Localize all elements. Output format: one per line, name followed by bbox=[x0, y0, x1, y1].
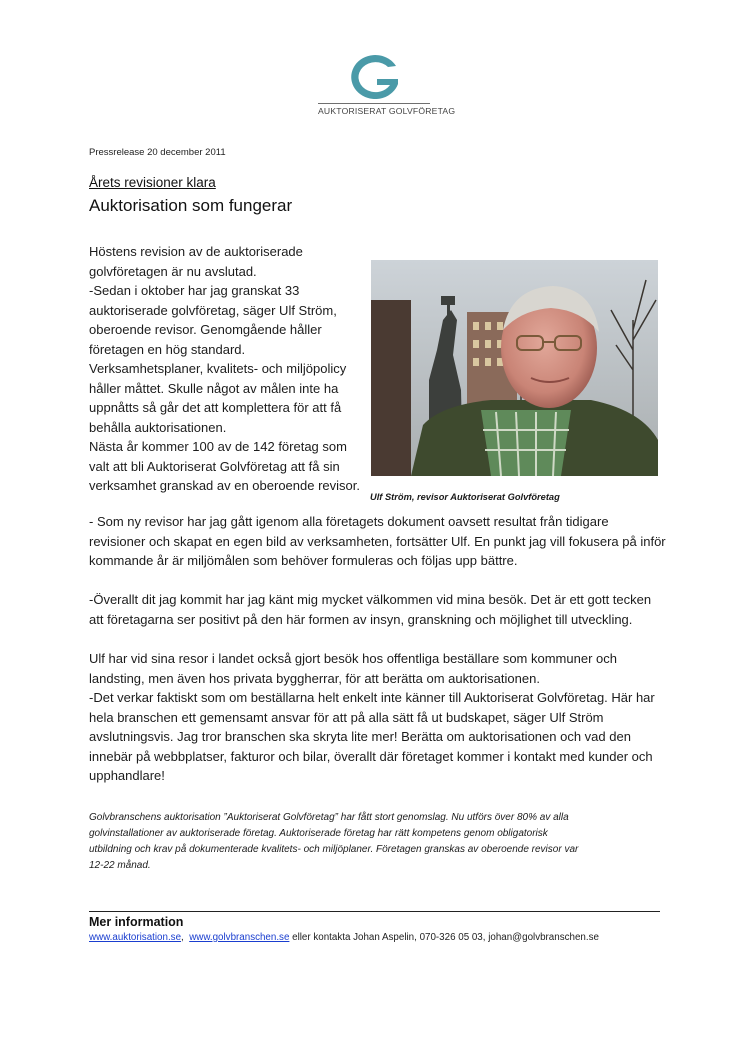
release-date: Pressrelease 20 december 2011 bbox=[89, 147, 226, 158]
link-separator: , bbox=[181, 932, 190, 943]
boilerplate-text bbox=[89, 810, 659, 874]
company-logo bbox=[318, 52, 456, 120]
paragraph-line: Ulf har vid sina resor i landet också gjort besök hos offentliga beställare som kommuner och bbox=[89, 651, 617, 666]
contact-details: eller kontakta Johan Aspelin, 070-326 05 03, johan@golvbranschen.se bbox=[289, 932, 599, 943]
auktorisation-link[interactable]: www.auktorisation.se bbox=[89, 932, 182, 943]
photo-caption: Ulf Ström, revisor Auktoriserat Golvföretag bbox=[370, 492, 560, 502]
contact-line bbox=[89, 932, 599, 943]
more-info-heading: Mer information bbox=[89, 915, 184, 929]
intro-line: Verksamhetsplaner, kvalitets- och miljöpolicy bbox=[89, 361, 347, 376]
intro-line: verksamhet granskad av en oberoende revisor. bbox=[89, 478, 360, 493]
intro-line: -Sedan i oktober har jag granskat 33 bbox=[89, 283, 300, 298]
paragraph-2 bbox=[89, 590, 659, 629]
paragraph-line: hela branschen ett gemensamt ansvar för att på alla sätt få ut budskapet, säger Ulf Ström bbox=[89, 709, 604, 725]
intro-line: behålla auktorisationen. bbox=[89, 419, 227, 435]
intro-line: uppnåtts så går det att komplettera för att få bbox=[89, 400, 342, 415]
kicker-heading: Årets revisioner klara bbox=[89, 175, 216, 190]
intro-text bbox=[89, 242, 359, 496]
paragraph-line: avslutningsvis. Jag tror branschen ska skryta lite mer! Berätta om auktorisationen och vad den bbox=[89, 729, 631, 744]
intro-line: oberoende revisor. Genomgående håller bbox=[89, 322, 322, 337]
intro-line: företagen en hög standard. bbox=[89, 341, 246, 357]
intro-line: håller måttet. Skulle något av målen inte ha bbox=[89, 380, 339, 396]
boilerplate-line: golvinstallationer av auktoriserade företag. Auktoriserade företag har rätt kompetens genom obligatorisk bbox=[89, 828, 548, 839]
logo-wordmark: AUKTORISERAT GOLVFÖRETAG bbox=[318, 106, 456, 116]
portrait-photo bbox=[371, 260, 658, 476]
logo-g-mark bbox=[344, 52, 404, 102]
paragraph-line: -Det verkar faktiskt som om beställarna helt enkelt inte känner till Auktoriserat Golvföretag. Här har bbox=[89, 690, 655, 705]
logo-rule bbox=[318, 103, 430, 104]
paragraph-3 bbox=[89, 649, 659, 786]
paragraph-line: revisioner och skapat en egen bild av verksamheten, fortsätter Ulf. En punkt jag vill fokusera på inför bbox=[89, 533, 666, 549]
paragraph-line: - Som ny revisor har jag gått igenom alla företagets dokument oavsett resultat från tidigare bbox=[89, 514, 609, 529]
boilerplate-line: utbildning och krav på dokumenterade kvalitets- och miljöplaner. Företagen granskas av oberoende revisor var bbox=[89, 844, 579, 855]
paragraph-line: kommande år är miljömålen som behöver formuleras och följas upp bättre. bbox=[89, 553, 518, 568]
intro-line: Höstens revision av de auktoriserade bbox=[89, 244, 303, 259]
boilerplate-line: Golvbranschens auktorisation ”Auktoriserat Golvföretag” har fått stort genomslag. Nu utförs över 80% av alla bbox=[89, 812, 569, 823]
intro-line: golvföretagen är nu avslutad. bbox=[89, 263, 257, 279]
paragraph-1 bbox=[89, 512, 666, 571]
paragraph-line: landsting, men även hos privata byggherrar, för att berätta om auktorisationen. bbox=[89, 670, 540, 686]
paragraph-line: upphandlare! bbox=[89, 768, 165, 783]
intro-line: Nästa år kommer 100 av de 142 företag som bbox=[89, 439, 347, 454]
headline: Auktorisation som fungerar bbox=[89, 196, 293, 215]
footer-divider bbox=[89, 911, 660, 912]
paragraph-line: innebär på webbplatser, fakturor och bilar, överallt där företaget kommer i kontakt med kunder och bbox=[89, 748, 653, 764]
intro-line: valt att bli Auktoriserat Golvföretag att få sin bbox=[89, 458, 340, 474]
golvbranschen-link[interactable]: www.golvbranschen.se bbox=[189, 932, 290, 943]
paragraph-line: -Överallt dit jag kommit har jag känt mig mycket välkommen vid mina besök. Det är ett gott tecken bbox=[89, 592, 652, 607]
boilerplate-line: 12-22 månad. bbox=[89, 860, 151, 871]
intro-line: auktoriserade golvföretag, säger Ulf Ström, bbox=[89, 302, 337, 318]
paragraph-line: att företagarna ser positivt på den här formen av insyn, granskning och möjlighet till utveckling. bbox=[89, 611, 633, 627]
